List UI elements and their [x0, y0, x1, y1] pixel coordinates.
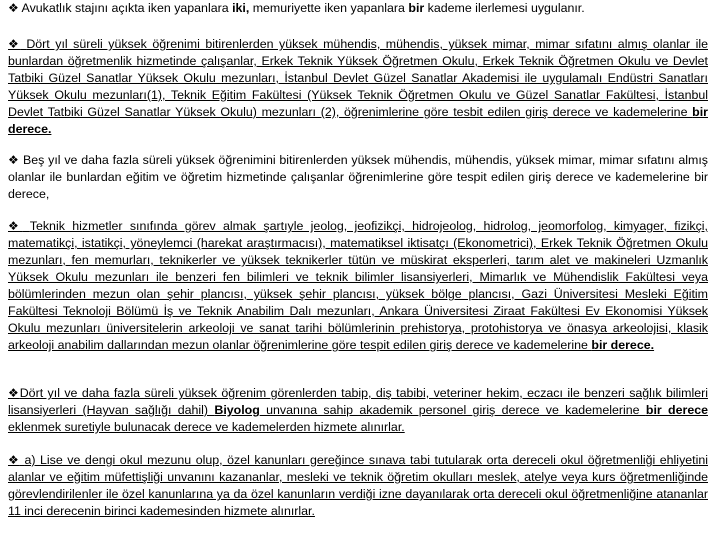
paragraph-dort-yil-muhendis — [8, 36, 708, 138]
paragraph-saglik-bilimleri — [8, 385, 708, 436]
paragraph-text: Dört yıl süreli yüksek öğrenimi bitirenlerden yüksek mühendis, mühendis, yüksek mimar, mimar sıfatını almış olanlar ile bunlardan öğretmenlik hizmetinde çalışanlar, Erkek Teknik Yüksek Öğretmen Okulu, Erkek Teknik Öğretmen Okulu ve Devlet Tatbiki Güzel Sanatlar Yüksek Okulu mezunları, İstanbul Devlet Güzel Sanatlar Akademisi ile uygulamalı Endüstri Sanatları Yüksek Okulu mezunları(1), Teknik Eğitim Fakültesi (Yüksek Teknik Öğretmen Okulu ve Güzel Sanatlar Fakültesi, İstanbul Devlet Tatbiki Güzel Sanatlar Yüksek Okulu) mezunları (2), öğrenimlerine göre tesbit edilen giriş derece ve kademelerine — [8, 37, 709, 119]
paragraph-text: Teknik hizmetler sınıfında görev almak şartıyle jeolog, jeofizikçi, hidrojeolog, hidrolog, jeomorfolog, kimyager, fizikçi, matematikçi, istatikçi, yöneylemci (harekat araştırmacısı), matematiksel iktisatçı (Ekonometrici), Erkek Teknik Öğretmen Okulu mezunları, fen memurları, teknikerler ve yüksek teknikerler tütün ve müskirat eksperleri, tarım alet ve makineleri Uzmanlık Yüksek Okulu mezunları ile benzeri fen bilimleri ve teknik bilimler lisansiyerleri, Mimarlık ve Mühendislik Fakültesi veya bölümlerinden mezun olan şehir plancısı, yüksek şehir plancısı, yüksek bölge plancısı, Gazi Üniversitesi Mesleki Eğitim Fakültesi Teknoloji Bölümü İş ve Teknik Anabilim Dalı mezunları, Ankara Üniversitesi Ziraat Fakültesi Ev Ekonomisi Yüksek Okulu mezunları üniversitelerin arkeoloji ve sanat tarihi bölümlerinin prehistorya, protohistorya ve önasya arkeolojisi, klasik arkeoloji anabilim dallarından mezun olanlar öğrenimlerine göre tespit edilen giriş derece ve kademelerine — [8, 219, 708, 352]
emphasis-text: bir derece. — [591, 338, 655, 352]
bullet-diamond-icon: ❖ — [8, 219, 23, 233]
emphasis-text: iki, — [232, 1, 250, 15]
paragraph-teknik-hizmetler — [8, 218, 708, 354]
paragraph-text: a) Lise ve dengi okul mezunu olup, özel kanunları gereğince sınava tabi tutularak orta dereceli okul öğretmenliği ehliyetini alanlar ve eğitim müfettişliği unvanını kazananlar, mesleki ve teknik öğretim okulları meslek, atelye veya kurs öğretmenliğinde görevlendirilenler ile özel kanunlarına ya da özel kanunların verdiği izne dayanılarak orta dereceli okul öğretmenliğine atananlar 11 inci derecenin birinci kademesinden hizmete alınırlar. — [8, 453, 708, 518]
paragraph-text: eklenmek suretiyle bulunacak derece ve kademelerden hizmete alınırlar. — [8, 420, 405, 434]
emphasis-text: bir derece — [645, 403, 708, 417]
paragraph-lise-ogretmenlik — [8, 452, 708, 520]
paragraph-text: Beş yıl ve daha fazla süreli yüksek öğrenimini bitirenlerden yüksek mühendis, mühendis, yüksek mimar, mimar sıfatını almış olanlar ile bunlardan eğitim ve öğretim hizmetinde çalışanlar öğrenimlerine göre tespit edilen giriş derece ve kademelerine bir derece, — [8, 153, 708, 201]
paragraph-text: memuriyette iken yapanlara — [249, 1, 409, 15]
emphasis-text: bir — [408, 1, 425, 15]
bullet-diamond-icon: ❖ — [8, 1, 19, 15]
bullet-diamond-icon: ❖ — [8, 37, 21, 51]
paragraph-bes-yil — [8, 152, 708, 203]
emphasis-text: bir derece. — [8, 105, 708, 136]
bullet-diamond-icon: ❖ — [8, 153, 20, 167]
paragraph-text: unvanına sahip akademik personel giriş derece ve kademelerine — [259, 403, 646, 417]
bullet-diamond-icon: ❖ — [8, 453, 20, 467]
paragraph-text: Dört yıl ve daha fazla süreli yüksek öğrenim görenlerden tabip, diş tabibi, veteriner hekim, eczacı ile benzeri sağlık bilimleri lisansiyerleri (Hayvan sağlığı dahil) — [8, 386, 708, 417]
paragraph-text: kademe ilerlemesi uygulanır. — [424, 1, 585, 15]
paragraph-text: Avukatlık stajını açıkta iken yapanlara — [21, 1, 233, 15]
paragraph-avukatlik — [8, 0, 708, 17]
bullet-diamond-icon: ❖ — [8, 386, 20, 400]
emphasis-text: Biyolog — [214, 403, 260, 417]
